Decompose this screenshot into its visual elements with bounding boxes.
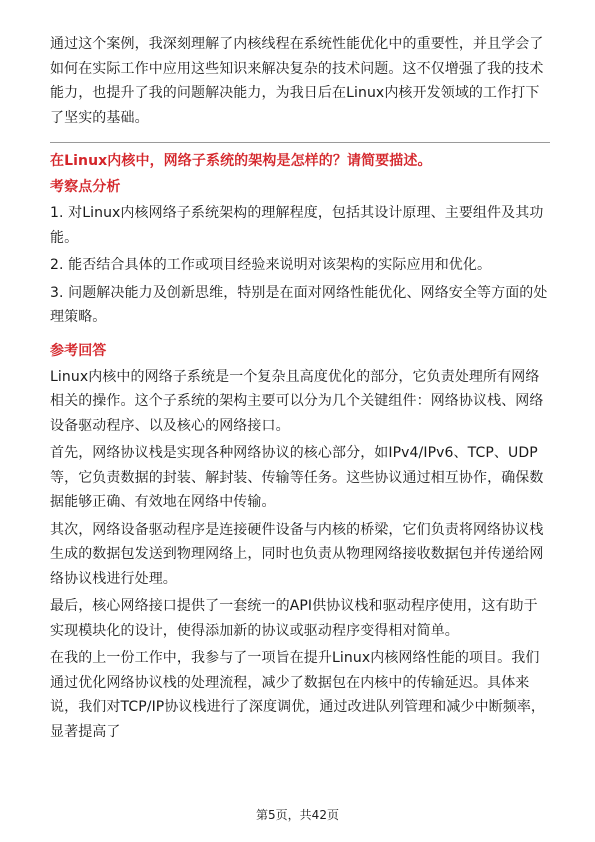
answer-paragraph-3: 其次，网络设备驱动程序是连接硬件设备与内核的桥梁，它们负责将网络协议栈生成的数据包发送到物理网络上，同时也负责从物理网络接收数据包并传递给网络协议栈进行处理。 [50,521,544,587]
answer-paragraph-5: 在我的上一份工作中，我参与了一项旨在提升Linux内核网络性能的项目。我们通过优化网络协议栈的处理流程，减少了数据包在内核中的传输延迟。具体来说，我们对TCP/IP协议栈进行了深度调优，通过改进队列管理和减少中断频率，显著提高了 [50,650,546,740]
analysis-item-3: 3. 问题解决能力及创新思维，特别是在面对网络性能优化、网络安全等方面的处理策略。 [50,284,548,325]
question-heading: 在Linux内核中，网络子系统的架构是怎样的？请简要描述。 [50,153,432,169]
answer-paragraph-1: Linux内核中的网络子系统是一个复杂且高度优化的部分，它负责处理所有网络相关的操作。这个子系统的架构主要可以分为几个关键组件：网络协议栈、网络设备驱动程序、以及核心的网络接口。 [50,368,544,434]
page-content [50,32,550,747]
answer-paragraph-2: 首先，网络协议栈是实现各种网络协议的核心部分，如IPv4/IPv6、TCP、UDP等，它负责数据的封装、解封装、传输等任务。这些协议通过相互协作，确保数据能够正确、有效地在网络中传输。 [50,445,544,510]
section-divider [50,142,550,143]
analysis-item-2: 2. 能否结合具体的工作或项目经验来说明对该架构的实际应用和优化。 [50,257,492,273]
analysis-item-1: 1. 对Linux内核网络子系统架构的理解程度，包括其设计原理、主要组件及其功能。 [50,205,544,246]
analysis-heading: 考察点分析 [50,179,121,195]
answer-paragraph-4: 最后，核心网络接口提供了一套统一的API供协议栈和驱动程序使用，这有助于实现模块化的设计，使得添加新的协议或驱动程序变得相对简单。 [50,598,538,639]
answer-heading: 参考回答 [50,342,107,359]
intro-paragraph: 通过这个案例，我深刻理解了内核线程在系统性能优化中的重要性，并且学会了如何在实际工作中应用这些知识来解决复杂的技术问题。这不仅增强了我的技术能力，也提升了我的问题解决能力，为我日后在Linux内核开发领域的工作打下了坚实的基础。 [50,36,544,126]
page-footer: 第5页，共42页 [256,808,339,822]
